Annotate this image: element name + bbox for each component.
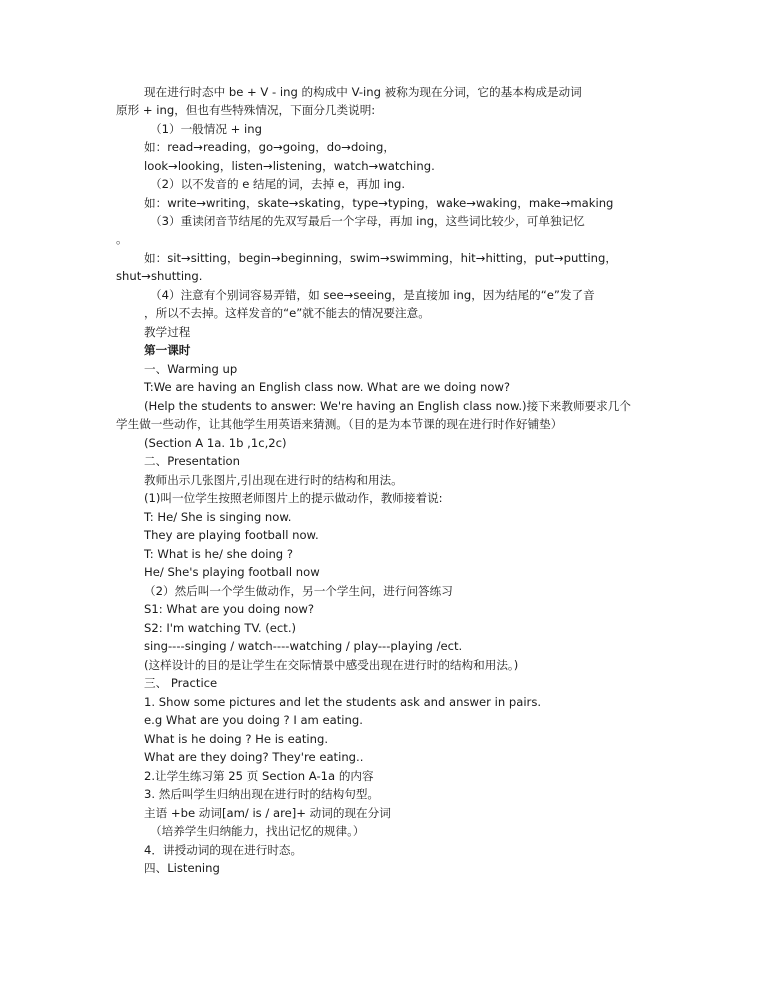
- practice-item-3: 3. 然后叫学生归纳出现在进行时的结构句型。: [144, 787, 380, 801]
- practice-item-2: 2.让学生练习第 25 页 Section A-1a 的内容: [144, 769, 374, 783]
- rule-3-example-line-2: shut→shutting.: [116, 269, 203, 283]
- dialogue-line: T: He/ She is singing now.: [144, 510, 292, 524]
- practice-example: What are they doing? They're eating..: [144, 750, 364, 764]
- rule-3-example-line-1: 如：sit→sitting，begin→beginning，swim→swimming，hit→hitting，put→putting，: [144, 251, 617, 265]
- section-teaching-process: 教学过程: [144, 325, 191, 339]
- presentation-step-2: （2）然后叫一个学生做动作，另一个学生问，进行问答练习: [144, 584, 453, 598]
- step-4-listening: 四、Listening: [144, 861, 220, 875]
- presentation-intro: 教师出示几张图片,引出现在进行时的结构和用法。: [144, 473, 403, 487]
- step-3-practice: 三、 Practice: [144, 676, 218, 690]
- verb-forms-list: sing----singing / watch----watching / play---playing /ect.: [144, 639, 463, 653]
- rule-1-heading: （1）一般情况 + ing: [150, 122, 262, 136]
- rule-1-example-line-2: look→looking，listen→listening，watch→watching.: [144, 159, 435, 173]
- dialogue-line: S2: I'm watching TV. (ect.): [144, 621, 297, 635]
- dialogue-line: They are playing football now.: [144, 528, 319, 542]
- practice-example: e.g What are you doing ? I am eating.: [144, 713, 363, 727]
- dialogue-line: S1: What are you doing now?: [144, 602, 315, 616]
- dialogue-line: T: What is he/ she doing ?: [144, 547, 293, 561]
- rule-2-heading: （2）以不发音的 e 结尾的词，去掉 e，再加 ing.: [150, 177, 406, 191]
- warming-up-help-line-2: 学生做一些动作，让其他学生用英语来猜测。（目的是为本节课的现在进行时作好铺垫）: [116, 417, 563, 431]
- rule-3-heading: （3）重读闭音节结尾的先双写最后一个字母，再加 ing，这些词比较少，可单独记忆: [150, 214, 585, 228]
- structure-formula: 主语 +be 动词[am/ is / are]+ 动词的现在分词: [144, 806, 391, 820]
- presentation-step-1: (1)叫一位学生按照老师图片上的提示做动作，教师接着说:: [144, 491, 443, 505]
- step-1-warming-up: 一、Warming up: [144, 362, 238, 376]
- rule-3-heading-end: 。: [116, 232, 128, 246]
- lesson-one-heading: 第一课时: [144, 343, 191, 357]
- paragraph-intro-line-2: 原形 + ing，但也有些特殊情况，下面分几类说明:: [116, 103, 376, 117]
- warming-up-question: T:We are having an English class now. What are we doing now?: [144, 380, 511, 394]
- paragraph-intro-line-1: 现在进行时态中 be + V - ing 的构成中 V-ing 被称为现在分词，它的基本构成是动词: [144, 85, 582, 99]
- step-2-presentation: 二、Presentation: [144, 454, 240, 468]
- rule-2-example: 如：write→writing，skate→skating，type→typing，wake→waking，make→making: [144, 196, 614, 210]
- presentation-purpose: (这样设计的目的是让学生在交际情景中感受出现在进行时的结构和用法。): [144, 658, 519, 672]
- rule-4-note: ，所以不去掉。这样发音的“e”就不能去的情况要注意。: [144, 306, 430, 320]
- practice-item-4: 4．讲授动词的现在进行时态。: [144, 843, 303, 857]
- warming-up-section-ref: (Section A 1a. 1b ,1c,2c): [144, 436, 287, 450]
- rule-1-example-line-1: 如：read→reading，go→going，do→doing，: [144, 140, 395, 154]
- warming-up-help-line-1: (Help the students to answer: We're having an English class now.)接下来教师要求几个: [144, 399, 631, 413]
- rule-4-heading: （4）注意有个别词容易弄错，如 see→seeing，是直接加 ing，因为结尾的“e”发了音: [150, 288, 595, 302]
- practice-example: What is he doing ? He is eating.: [144, 732, 329, 746]
- dialogue-line: He/ She's playing football now: [144, 565, 320, 579]
- structure-purpose: （培养学生归纳能力，找出记忆的规律。）: [150, 824, 365, 838]
- practice-item-1: 1. Show some pictures and let the students ask and answer in pairs.: [144, 695, 542, 709]
